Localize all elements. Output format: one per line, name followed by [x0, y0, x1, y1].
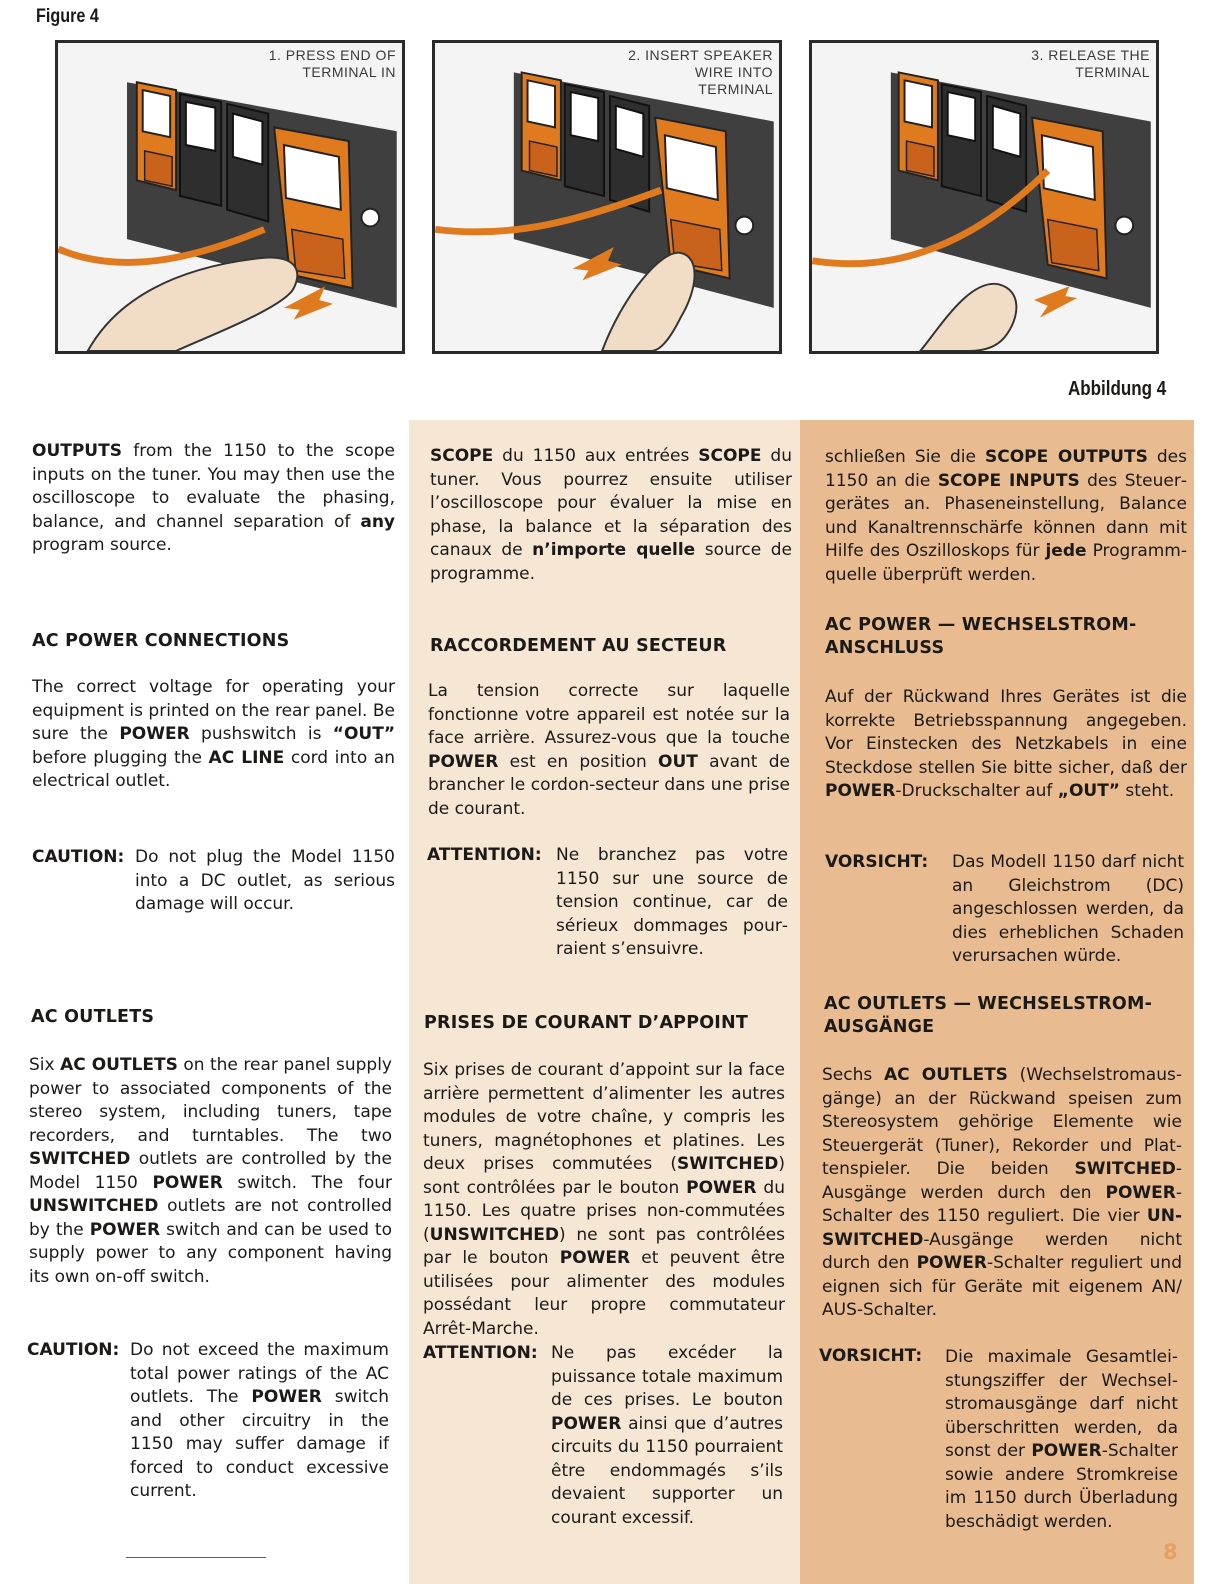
figure-panel-3	[809, 40, 1159, 354]
de-caution-label-1: VORSICHT:	[825, 852, 929, 872]
en-ac-power-paragraph: The correct voltage for operating your equipment is printed on the rear panel. Be sure the POWER pushswitch is “OUT” before plugging the AC LINE cord into an electrical outlet.	[32, 677, 395, 791]
figure-label: Figure 4	[36, 6, 99, 27]
fr-caution-text-2: Ne pas excéder la puissance totale maximum de ces prises. Le bouton POWER ainsi que d’autres circuits du 1150 pourraient être endommagés s’ils devaient supporter un courant excessif.	[551, 1343, 783, 1528]
terminal-illustration-1	[58, 43, 402, 351]
terminal-orange-left	[137, 82, 176, 190]
page-number: 8	[1163, 1540, 1178, 1564]
panel-caption-2: 2. INSERT SPEAKER WIRE INTO TERMINAL	[628, 47, 773, 97]
fr-ac-outlets-heading: PRISES DE COURANT D’APPOINT	[424, 1013, 749, 1033]
en-caution-label-1: CAUTION:	[32, 847, 125, 867]
de-caution-text-2: Die maximale Gesamtleistungsziffer der Wechselstromausgänge darf nicht überschritten werden, da sonst der POWER-Schalter sowie andere Stromkreise im 1150 durch Überladung beschädigt werden.	[945, 1347, 1178, 1532]
fr-intro-paragraph: SCOPE du 1150 aux entrées SCOPE du tuner. Vous pourrez ensuite utiliser l’oscilloscope pour évaluer la mise en phase, la balance et la séparation des canaux de n’importe quelle source de programme.	[430, 446, 792, 584]
de-ac-outlets-heading: AC OUTLETS — WECHSELSTROM-AUSGÄNGE	[824, 994, 1153, 1037]
en-ac-outlets-paragraph: Six AC OUTLETS on the rear panel supply power to associated components of the stereo system, including tuners, tape recorders, and turntables. The two SWITCHED outlets are controlled by the Model 1150 POWER switch. The four UNSWITCHED outlets are not controlled by the POWER switch and can be used to supply power to any component having its own on-off switch.	[29, 1055, 392, 1287]
de-ac-power-paragraph: Auf der Rückwand Ihres Gerätes ist die korrekte Betriebsspannung angegeben. Vor Einstecken des Netzkabels in eine Steckdose stellen Sie bitte sicher, daß der POWER-Druckschalter auf „OUT” steht.	[825, 687, 1187, 801]
fr-caution-text-1: Ne branchez pas votre 1150 sur une source de tension continue, car de sérieux dommages pourraient s’ensuivre.	[556, 845, 788, 959]
fr-ac-power-heading: RACCORDEMENT AU SECTEUR	[430, 636, 727, 656]
en-caution-label-2: CAUTION:	[27, 1340, 120, 1360]
figure-label-de: Abbildung 4	[1068, 378, 1167, 400]
de-caution-label-2: VORSICHT:	[819, 1346, 923, 1366]
en-caution-text-2: Do not exceed the maximum total power ratings of the AC outlets. The POWER switch and other circuitry in the 1150 may suffer damage if forced to conduct excessive current.	[130, 1340, 389, 1501]
footer-rule	[126, 1557, 266, 1558]
figure-panel-1	[55, 40, 405, 354]
en-caution-text-1: Do not plug the Model 1150 into a DC outlet, as serious damage will occur.	[135, 847, 395, 914]
panel-caption-1: 1. PRESS END OF TERMINAL IN	[268, 47, 396, 80]
fr-caution-label-1: ATTENTION:	[427, 845, 542, 865]
en-intro-paragraph: OUTPUTS from the 1150 to the scope inputs on the tuner. You may then use the oscilloscope to evaluate the phasing, balance, and channel separation of any program source.	[32, 441, 395, 555]
figure-panel-2	[432, 40, 782, 354]
fr-caution-label-2: ATTENTION:	[423, 1343, 538, 1363]
panel-caption-3: 3. RELEASE THE TERMINAL	[1031, 47, 1150, 80]
terminal-illustration-3	[812, 43, 1156, 351]
de-intro-paragraph: schließen Sie die SCOPE OUTPUTS des 1150 an die SCOPE INPUTS des Steuergerätes an. Phaseneinstellung, Balance und Kanaltrennschärfe können dann mit Hilfe des Oszilloskops für jede Programmquelle überprüft werden.	[825, 447, 1187, 585]
en-ac-outlets-heading: AC OUTLETS	[31, 1007, 155, 1027]
de-ac-outlets-paragraph: Sechs AC OUTLETS (Wechselstromausgänge) an der Rückwand speisen zum Stereosystem gehörige Elemente wie Steuergerät (Tuner), Rekorder und Plattenspieler. Die beiden SWITCHED-Ausgänge werden durch den POWER-Schalter des 1150 reguliert. Die vier UNSWITCHED-Ausgänge werden nicht durch den POWER-Schalter reguliert und eignen sich für Geräte mit eigenem AN/ AUS-Schalter.	[822, 1065, 1182, 1320]
fr-ac-power-paragraph: La tension correcte sur laquelle fonctionne votre appareil est notée sur la face arrière. Assurez-vous que la touche POWER est en position OUT avant de brancher le cordon-secteur dans une prise de courant.	[428, 681, 790, 819]
de-caution-text-1: Das Modell 1150 darf nicht an Gleichstrom (DC) angeschlossen werden, da dies erheblichen Schaden verursachen würde.	[952, 852, 1184, 966]
de-ac-power-heading: AC POWER — WECHSELSTROM-ANSCHLUSS	[825, 615, 1137, 658]
en-ac-power-heading: AC POWER CONNECTIONS	[32, 631, 290, 651]
fr-ac-outlets-paragraph: Six prises de courant d’appoint sur la face arrière permettent d’alimenter les autres modules de votre chaîne, y compris les tuners, magnétophones et platines. Les deux prises commutées (SWITCHED) sont contrôlées par le bouton POWER du 1150. Les quatre prises non-commutées (UNSWITCHED) ne sont pas contrôlées par le bouton POWER et peuvent être utilisées pour alimenter des modules possédant leur propre commutateur Arrêt-Marche.	[423, 1060, 785, 1339]
